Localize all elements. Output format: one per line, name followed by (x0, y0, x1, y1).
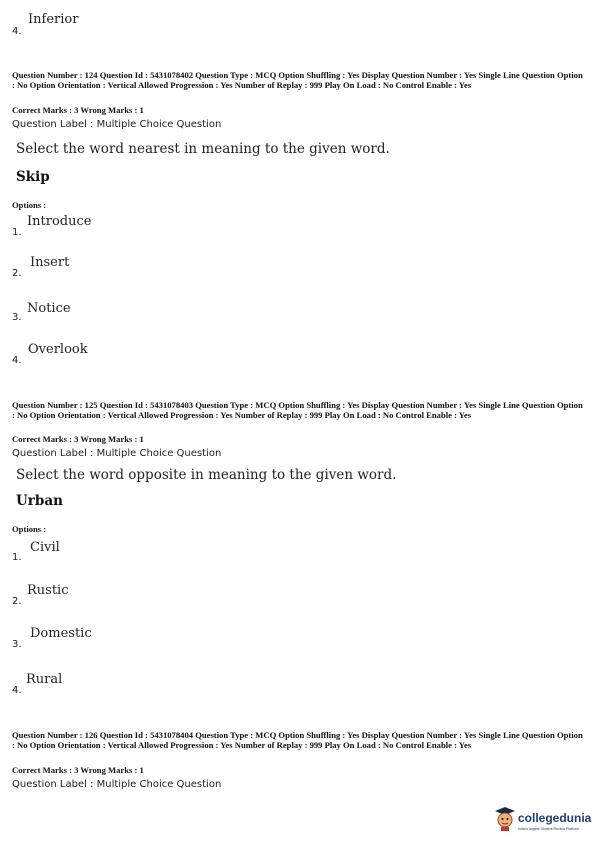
option-text: Insert (30, 255, 70, 270)
option-number: 1. (12, 552, 22, 563)
question-label: Question Label : Multiple Choice Question (12, 448, 222, 459)
option-text: Rustic (27, 583, 69, 598)
question-label: Question Label : Multiple Choice Question (12, 119, 222, 130)
option-number: 4. (12, 355, 22, 366)
question-meta: Question Number : 126 Question Id : 5431078404 Question Type : MCQ Option Shuffling : Yes Display Question Number : Yes Single Line Question Option : No Option Orientation : Vertical Allowed Progression : Yes Number of Replay : 999 Play On Load : No Control Enable : Yes (12, 730, 583, 750)
marks-info: Correct Marks : 3 Wrong Marks : 1 (12, 434, 144, 444)
option-number: 1. (12, 227, 22, 238)
options-header: Options : (12, 200, 47, 210)
question-text: Select the word opposite in meaning to the given word. (16, 467, 397, 483)
option-number: 2. (12, 268, 22, 279)
option-text: Civil (30, 540, 60, 555)
question-meta: Question Number : 124 Question Id : 5431078402 Question Type : MCQ Option Shuffling : Yes Display Question Number : Yes Single Line Question Option : No Option Orientation : Vertical Allowed Progression : Yes Number of Replay : 999 Play On Load : No Control Enable : Yes (12, 70, 583, 90)
options-header: Options : (12, 524, 47, 534)
brand-tagline: India's largest Student Review Platform (518, 827, 579, 831)
option-text: Overlook (28, 342, 88, 357)
question-label: Question Label : Multiple Choice Question (12, 779, 222, 790)
collegedunia-logo (494, 806, 590, 836)
option-text: Domestic (30, 626, 92, 641)
brand-name: collegedunia (518, 811, 592, 825)
option-text: Introduce (27, 214, 92, 229)
option-number: 4. (12, 685, 22, 696)
marks-info: Correct Marks : 3 Wrong Marks : 1 (12, 765, 144, 775)
option-number: 3. (12, 312, 22, 323)
option-text: Notice (27, 301, 71, 316)
option-text: Inferior (28, 12, 79, 27)
marks-info: Correct Marks : 3 Wrong Marks : 1 (12, 105, 144, 115)
question-text: Select the word nearest in meaning to the given word. (16, 141, 390, 157)
graduate-mascot-icon (494, 806, 516, 832)
option-text: Rural (26, 672, 63, 687)
option-number: 2. (12, 596, 22, 607)
option-number: 4. (12, 26, 22, 37)
question-word: Skip (16, 169, 50, 185)
question-word: Urban (16, 493, 63, 509)
option-number: 3. (12, 639, 22, 650)
question-meta: Question Number : 125 Question Id : 5431078403 Question Type : MCQ Option Shuffling : Yes Display Question Number : Yes Single Line Question Option : No Option Orientation : Vertical Allowed Progression : Yes Number of Replay : 999 Play On Load : No Control Enable : Yes (12, 400, 583, 420)
